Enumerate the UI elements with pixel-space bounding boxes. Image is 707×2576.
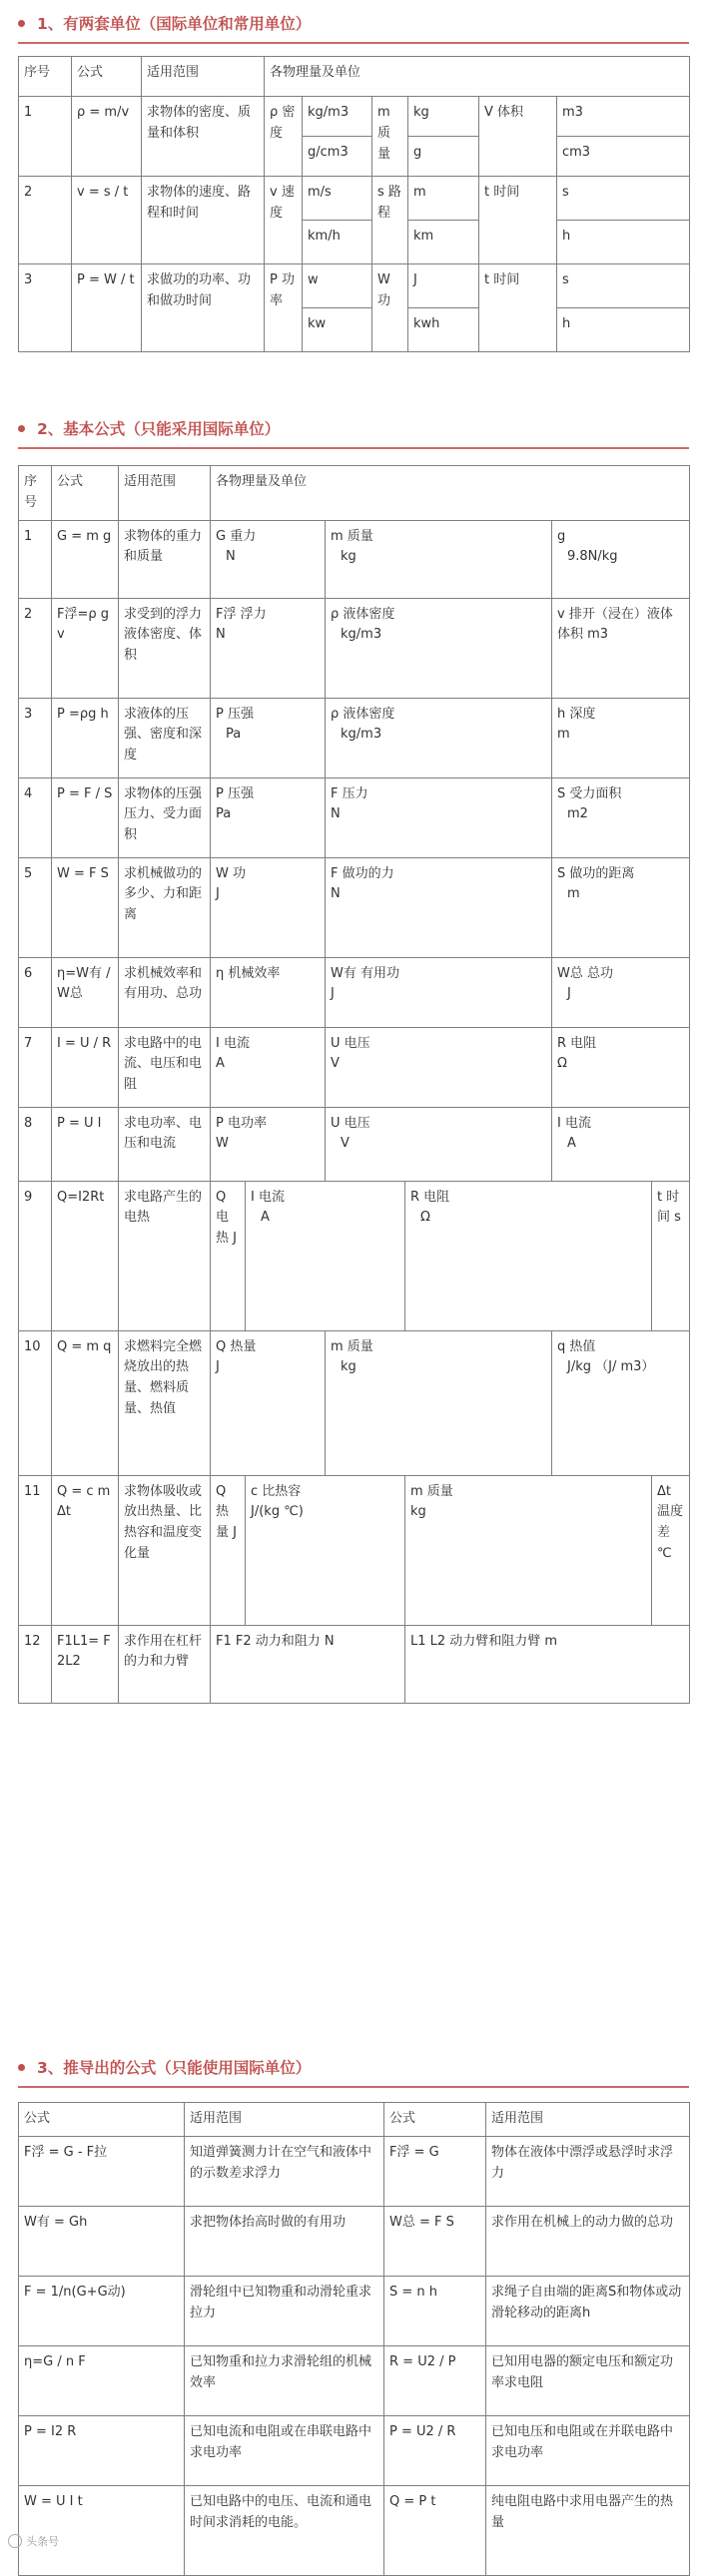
scope: 求机械做功的多少、力和距离 bbox=[119, 857, 211, 957]
table-row bbox=[19, 857, 690, 957]
scope: 知道弹簧测力计在空气和液体中的示数差求浮力 bbox=[185, 2137, 384, 2207]
si-unit: s bbox=[557, 264, 690, 308]
header-cell: 各物理量及单位 bbox=[211, 466, 690, 521]
quantity-a: η 机械效率 bbox=[211, 957, 326, 1027]
quantity-c: S 受力面积 m2 bbox=[552, 777, 690, 857]
header-cell: 适用范围 bbox=[119, 466, 211, 521]
scope: 求把物体抬高时做的有用功 bbox=[185, 2207, 384, 2277]
quantity-a: P 压强 Pa bbox=[211, 777, 326, 857]
scope: 已知物重和拉力求滑轮组的机械效率 bbox=[185, 2346, 384, 2416]
header-cell: 各物理量及单位 bbox=[265, 57, 690, 97]
quantity-b: ρ 液体密度 kg/m3 bbox=[326, 598, 552, 698]
quantity-c: h 深度 m bbox=[552, 698, 690, 777]
si-unit: m/s bbox=[303, 177, 372, 221]
formula: P = U2 / R bbox=[384, 2416, 486, 2486]
header-cell: 序号 bbox=[19, 57, 72, 97]
table-row bbox=[19, 2137, 690, 2207]
header-cell: 适用范围 bbox=[486, 2103, 690, 2137]
row-number: 5 bbox=[19, 857, 52, 957]
quantity: s 路程 bbox=[372, 177, 408, 264]
scope: 求物体吸收或放出热量、比热容和温度变化量 bbox=[119, 1475, 211, 1625]
formula: R = U2 / P bbox=[384, 2346, 486, 2416]
scope: 求液体的压强、密度和深度 bbox=[119, 698, 211, 777]
quantity: W 功 bbox=[372, 264, 408, 352]
scope: 求做功的功率、功和做功时间 bbox=[142, 264, 265, 352]
quantity-c: g 9.8N/kg bbox=[552, 520, 690, 598]
formula: P = W / t bbox=[72, 264, 142, 352]
table-header-row bbox=[19, 57, 690, 97]
row-number: 1 bbox=[19, 97, 72, 177]
quantity-c: W总 总功 J bbox=[552, 957, 690, 1027]
scope: 求物体的速度、路程和时间 bbox=[142, 177, 265, 264]
formula: Q = c mΔt bbox=[52, 1475, 119, 1625]
si-unit: w bbox=[303, 264, 372, 308]
table-header-row bbox=[19, 2103, 690, 2137]
si-unit: m3 bbox=[557, 97, 690, 137]
quantity-r: R 电阻 Ω bbox=[405, 1181, 652, 1330]
common-unit: g/cm3 bbox=[303, 137, 372, 177]
bullet-icon bbox=[18, 20, 25, 27]
header-cell: 公式 bbox=[384, 2103, 486, 2137]
quantity-i: I 电流 A bbox=[246, 1181, 405, 1330]
table-row bbox=[19, 777, 690, 857]
formula: F浮=ρ g v bbox=[52, 598, 119, 698]
row-number: 7 bbox=[19, 1027, 52, 1107]
si-unit: kg/m3 bbox=[303, 97, 372, 137]
quantity-a: F1 F2 动力和阻力 N bbox=[211, 1625, 405, 1703]
quantity-b: F 压力 N bbox=[326, 777, 552, 857]
quantity-b: U 电压 V bbox=[326, 1107, 552, 1181]
quantity-c: q 热值 J/kg （J/ m3） bbox=[552, 1330, 690, 1475]
row-number: 4 bbox=[19, 777, 52, 857]
quantity-c: S 做功的距离 m bbox=[552, 857, 690, 957]
quantity-b: m 质量 kg bbox=[326, 1330, 552, 1475]
table-row bbox=[19, 1181, 690, 1330]
quantity-a: P 电功率 W bbox=[211, 1107, 326, 1181]
scope: 已知用电器的额定电压和额定功率求电阻 bbox=[486, 2346, 690, 2416]
quantity-a: I 电流 A bbox=[211, 1027, 326, 1107]
section-rule bbox=[18, 42, 689, 44]
quantity-c: R 电阻 Ω bbox=[552, 1027, 690, 1107]
scope: 求受到的浮力液体密度、体积 bbox=[119, 598, 211, 698]
table-row bbox=[19, 698, 690, 777]
table-row bbox=[19, 2346, 690, 2416]
table-row bbox=[19, 264, 690, 308]
row-number: 6 bbox=[19, 957, 52, 1027]
formula: P = I2 R bbox=[19, 2416, 185, 2486]
quantity-c: I 电流 A bbox=[552, 1107, 690, 1181]
scope: 求燃料完全燃烧放出的热量、燃料质量、热值 bbox=[119, 1330, 211, 1475]
header-cell: 公式 bbox=[72, 57, 142, 97]
si-unit: m bbox=[408, 177, 479, 221]
si-unit: kg bbox=[408, 97, 479, 137]
quantity: P 功率 bbox=[265, 264, 303, 352]
scope: 求机械效率和有用功、总功 bbox=[119, 957, 211, 1027]
watermark-logo-icon bbox=[8, 2534, 22, 2548]
formula: F = 1/n(G+G动) bbox=[19, 2277, 185, 2346]
formula: η=G / n F bbox=[19, 2346, 185, 2416]
header-cell: 适用范围 bbox=[142, 57, 265, 97]
row-number: 1 bbox=[19, 520, 52, 598]
table-row bbox=[19, 1107, 690, 1181]
formula: η=W有 /W总 bbox=[52, 957, 119, 1027]
unit-table bbox=[18, 56, 690, 352]
formula: F1L1= F2L2 bbox=[52, 1625, 119, 1703]
formula: Q = P t bbox=[384, 2486, 486, 2576]
common-unit: km/h bbox=[303, 221, 372, 264]
scope: 已知电流和电阻或在串联电路中求电功率 bbox=[185, 2416, 384, 2486]
formula: P = U I bbox=[52, 1107, 119, 1181]
formula: S = n h bbox=[384, 2277, 486, 2346]
derived-formula-table bbox=[18, 2102, 690, 2576]
quantity-b: F 做功的力 N bbox=[326, 857, 552, 957]
section-rule bbox=[18, 2086, 689, 2088]
formula: Q = m q bbox=[52, 1330, 119, 1475]
table-row bbox=[19, 97, 690, 137]
header-cell: 序号 bbox=[19, 466, 52, 521]
formula: ρ = m/v bbox=[72, 97, 142, 177]
scope: 滑轮组中已知物重和动滑轮重求拉力 bbox=[185, 2277, 384, 2346]
table-row bbox=[19, 1330, 690, 1475]
common-unit: h bbox=[557, 221, 690, 264]
table-row bbox=[19, 1625, 690, 1703]
common-unit: km bbox=[408, 221, 479, 264]
scope: 纯电阻电路中求用电器产生的热量 bbox=[486, 2486, 690, 2576]
si-unit: s bbox=[557, 177, 690, 221]
row-number: 3 bbox=[19, 264, 72, 352]
row-number: 2 bbox=[19, 598, 52, 698]
row-number: 11 bbox=[19, 1475, 52, 1625]
table-row bbox=[19, 2486, 690, 2576]
formula: I = U / R bbox=[52, 1027, 119, 1107]
quantity-b: U 电压 V bbox=[326, 1027, 552, 1107]
table-row bbox=[19, 2416, 690, 2486]
section-title-2: 2、基本公式（只能采用国际单位） bbox=[18, 417, 280, 439]
row-number: 10 bbox=[19, 1330, 52, 1475]
quantity-b: W有 有用功 J bbox=[326, 957, 552, 1027]
scope: 求物体的重力和质量 bbox=[119, 520, 211, 598]
formula: W = U I t bbox=[19, 2486, 185, 2576]
scope: 求物体的密度、质量和体积 bbox=[142, 97, 265, 177]
formula: W总 = F S bbox=[384, 2207, 486, 2277]
scope: 已知电路中的电压、电流和通电时间求消耗的电能。 bbox=[185, 2486, 384, 2576]
scope: 已知电压和电阻或在并联电路中求电功率 bbox=[486, 2416, 690, 2486]
section-title-1: 1、有两套单位（国际单位和常用单位） bbox=[18, 12, 311, 34]
quantity: V 体积 bbox=[479, 97, 557, 177]
quantity-m: m 质量 kg bbox=[405, 1475, 652, 1625]
header-cell: 公式 bbox=[19, 2103, 185, 2137]
scope: 求电路中的电流、电压和电阻 bbox=[119, 1027, 211, 1107]
section-title-3: 3、推导出的公式（只能使用国际单位） bbox=[18, 2056, 311, 2078]
table-row bbox=[19, 177, 690, 221]
bullet-icon bbox=[18, 425, 25, 432]
quantity-a: Q 热量 J bbox=[211, 1330, 326, 1475]
common-unit: cm3 bbox=[557, 137, 690, 177]
quantity-c: c 比热容 J/(kg ℃) bbox=[246, 1475, 405, 1625]
row-number: 9 bbox=[19, 1181, 52, 1330]
table-row bbox=[19, 957, 690, 1027]
section-rule bbox=[18, 447, 689, 449]
table-row bbox=[19, 520, 690, 598]
formula: W = F S bbox=[52, 857, 119, 957]
header-cell: 适用范围 bbox=[185, 2103, 384, 2137]
scope: 求绳子自由端的距离S和物体或动滑轮移动的距离h bbox=[486, 2277, 690, 2346]
formula: F浮 = G bbox=[384, 2137, 486, 2207]
quantity-b: L1 L2 动力臂和阻力臂 m bbox=[405, 1625, 690, 1703]
quantity-b: m 质量 kg bbox=[326, 520, 552, 598]
quantity-a: W 功 J bbox=[211, 857, 326, 957]
row-number: 8 bbox=[19, 1107, 52, 1181]
formula: F浮 = G - F拉 bbox=[19, 2137, 185, 2207]
quantity-a: P 压强 Pa bbox=[211, 698, 326, 777]
scope: 求电功率、电压和电流 bbox=[119, 1107, 211, 1181]
table-header-row bbox=[19, 466, 690, 521]
scope: 物体在液体中漂浮或悬浮时求浮力 bbox=[486, 2137, 690, 2207]
quantity-q: Q 电热 J bbox=[211, 1181, 246, 1330]
common-unit: kwh bbox=[408, 308, 479, 352]
row-number: 12 bbox=[19, 1625, 52, 1703]
quantity-a: F浮 浮力 N bbox=[211, 598, 326, 698]
formula: W有 = Gh bbox=[19, 2207, 185, 2277]
formula: P =ρg h bbox=[52, 698, 119, 777]
quantity: t 时间 bbox=[479, 264, 557, 352]
header-cell: 公式 bbox=[52, 466, 119, 521]
common-unit: h bbox=[557, 308, 690, 352]
quantity-a: G 重力 N bbox=[211, 520, 326, 598]
quantity: v 速度 bbox=[265, 177, 303, 264]
row-number: 3 bbox=[19, 698, 52, 777]
bullet-icon bbox=[18, 2064, 25, 2071]
scope: 求作用在机械上的动力做的总功 bbox=[486, 2207, 690, 2277]
common-unit: g bbox=[408, 137, 479, 177]
formula: Q=I2Rt bbox=[52, 1181, 119, 1330]
table-row bbox=[19, 1475, 690, 1625]
formula: P = F / S bbox=[52, 777, 119, 857]
quantity-c: v 排开（浸在）液体体积 m3 bbox=[552, 598, 690, 698]
si-unit: J bbox=[408, 264, 479, 308]
quantity: t 时间 bbox=[479, 177, 557, 264]
quantity-q: Q 热量 J bbox=[211, 1475, 246, 1625]
quantity-t: Δt 温度差 ℃ bbox=[652, 1475, 690, 1625]
row-number: 2 bbox=[19, 177, 72, 264]
table-row bbox=[19, 2277, 690, 2346]
formula: v = s / t bbox=[72, 177, 142, 264]
table-row bbox=[19, 2207, 690, 2277]
quantity-t: t 时间 s bbox=[652, 1181, 690, 1330]
table-row bbox=[19, 598, 690, 698]
scope: 求物体的压强压力、受力面积 bbox=[119, 777, 211, 857]
scope: 求电路产生的电热 bbox=[119, 1181, 211, 1330]
watermark: 头条号 bbox=[8, 2533, 59, 2549]
formula: G = m g bbox=[52, 520, 119, 598]
quantity: ρ 密度 bbox=[265, 97, 303, 177]
basic-formula-table bbox=[18, 465, 690, 1704]
scope: 求作用在杠杆的力和力臂 bbox=[119, 1625, 211, 1703]
table-row bbox=[19, 1027, 690, 1107]
common-unit: kw bbox=[303, 308, 372, 352]
quantity-b: ρ 液体密度 kg/m3 bbox=[326, 698, 552, 777]
quantity: m 质量 bbox=[372, 97, 408, 177]
